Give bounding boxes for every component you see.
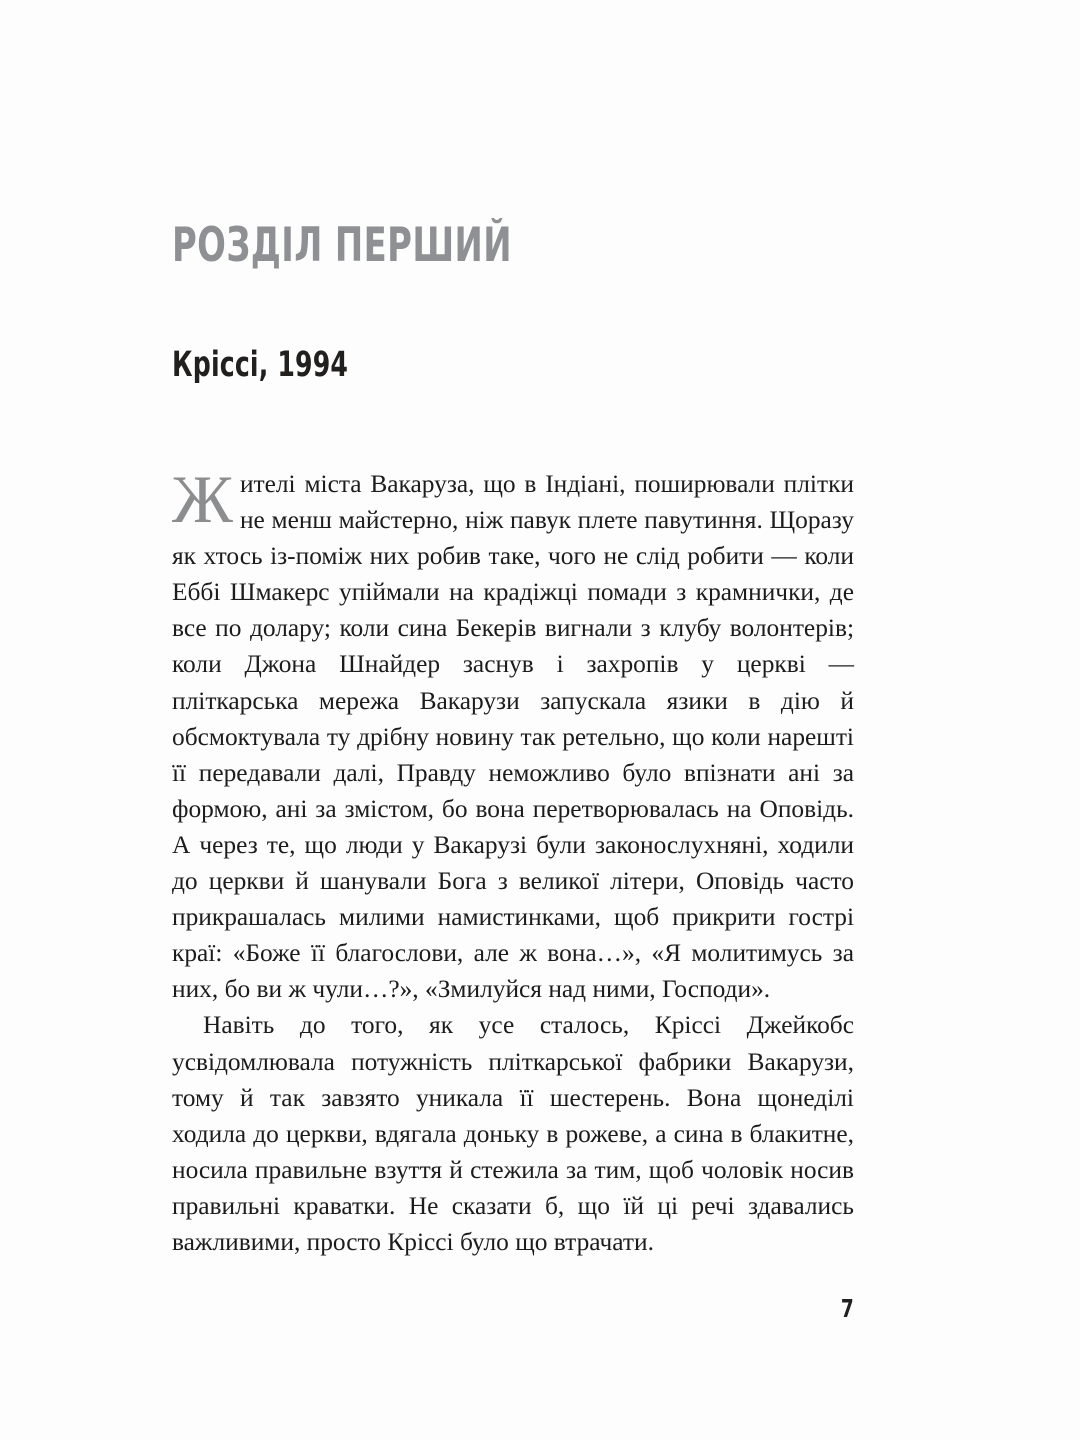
paragraph-1-text: ителі міста Вакаруза, що в Індіані, поширювали плітки не менш майстерно, ніж павук плете павутиння. Щоразу як хтось із-поміж них робив таке, чого не слід робити — коли Еббі Шмакерс упіймали на крадіжці помади з крамнички, де все по долару; коли сина Бекерів вигнали з клубу волонтерів; коли Джона Шнайдер заснув і захропів у церкві — пліткарська мережа Вакарузи запускала язики в дію й обсмоктувала ту дрібну новину так ретельно, що коли нарешті її передавали далі, Правду неможливо було впізнати ані за формою, ані за змістом, бо вона перетворювалась на Оповідь. А через те, що люди у Вакарузі були законослухняні, ходили до церкви й шанували Бога з великої літери, Оповідь часто прикрашалась милими намистинками, щоб прикрити гострі краї: «Боже її благослови, але ж вона…», «Я молитимусь за них, бо ви ж чули…?», «Змилуйся над ними, Господи».	[172, 470, 854, 1004]
paragraph-1	[172, 461, 854, 1007]
page-number: 7	[841, 1294, 854, 1323]
body-text-block	[172, 461, 854, 1260]
chapter-header	[172, 218, 862, 385]
chapter-title: РОЗДІЛ ПЕРШИЙ	[172, 218, 512, 273]
page-folio	[172, 1294, 854, 1323]
paragraph-2-text: Навіть до того, як усе сталось, Кріссі Джейкобс усвідомлювала потужність пліткарської фабрики Вакарузи, тому й так завзято уникала її шестерень. Вона щонеділі ходила до церкви, вдягала доньку в рожеве, а сина в блакитне, носила правильне взуття й стежила за тим, щоб чоловік носив правильні краватки. Не сказати б, що їй ці речі здавались важливими, просто Кріссі було що втрачати.	[172, 1011, 854, 1256]
chapter-subtitle: Кріссі, 1994	[172, 345, 349, 385]
drop-cap: Ж	[172, 461, 233, 537]
paragraph-2	[172, 1007, 854, 1260]
